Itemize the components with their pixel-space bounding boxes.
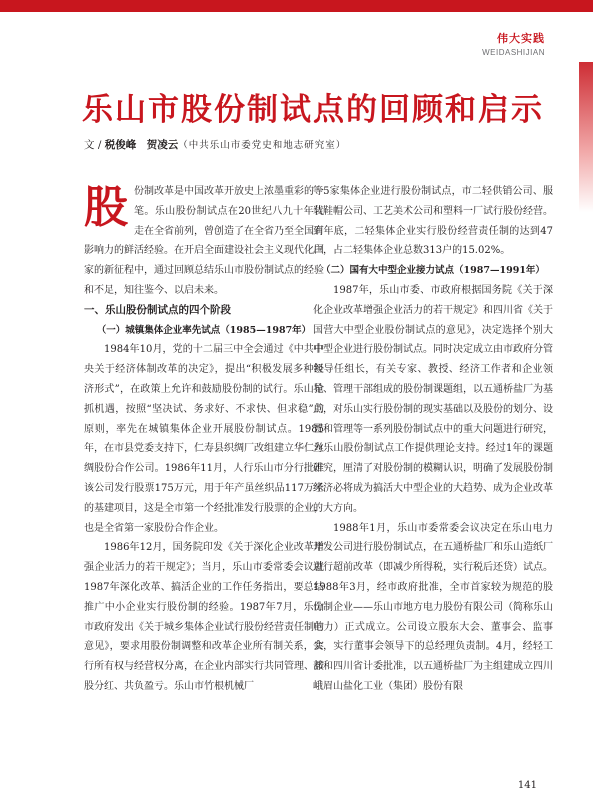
page-number: 141: [517, 780, 537, 791]
decorative-side-strip: [579, 62, 593, 212]
body-paragraph: 等5家集体企业进行股份制试点，市二轻供销公司、服装鞋帽公司、工艺美术公司和塑料一厂试行股份经营。到年底，二轻集体企业实行股份经营责任制的达到47户，占二轻集体企业总数313户的15.02%。: [313, 186, 553, 257]
subsection-heading-1: （一）城镇集体企业率先试点（1985—1987年）: [96, 324, 312, 336]
body-paragraph: 1986年12月，国务院印发《关于深化企业改革增强企业活力的若干规定》；当月，乐山市委常委会议就1987年深化改革、搞活企业的工作任务指出，要总结推广中小企业实行股份制的经验。1987年7月，乐山市政府发出《关于城乡集体企业试行股份经营责任制的意见》，要求用股份制调整和改革企业所有制关系，实行所有权与经营权分离，在企业内部实行共同管理、按股分红、共负盈亏。乐山市竹根机械厂: [84, 542, 324, 692]
section-name-pinyin: WEIDASHIJIAN: [482, 48, 545, 57]
subsection-heading-2: （二）国有大中型企业接力试点（1987—1991年）: [321, 265, 545, 277]
section-tag: [482, 30, 545, 57]
article-title: 乐山市股份制试点的回顾和启示: [82, 92, 544, 128]
body-paragraph: 1987年，乐山市委、市政府根据国务院《关于深化企业改革增强企业活力的若干规定》和四川省《关于国营大中型企业股份制试点的意见》，决定选择个别大中型企业进行股份制试点。同时决定成立由市政府分管领导任组长，有关专家、教授、经济工作者和企业领导、管理干部组成的股份制课题组，以五通桥盐厂为基点，对乐山实行股份制的现实基础以及股份的划分、设置和管理等一系列股份制试点中的重大问题进行研究，为乐山股份制试点工作提供理论支持。经过1年的课题研究，厘清了对股份制的模糊认识，明确了发展股份制经济必将成为搞活大中型企业的大趋势、成为企业改革的大方向。: [313, 284, 553, 514]
body-paragraph: 1984年10月，党的十二届三中全会通过《中共中央关于经济体制改革的决定》，提出“积极发展多种经济形式”，在政策上允许和鼓励股份制的试行。乐山抢抓机遇，按照“坚决试、务求好、不求快、但求稳”的原则，率先在城镇集体企业开展股份制试点。1985年，在市县党委支持下，仁寿县织绸厂改组建立华仁丝绸股份合作公司。1986年11月，人行乐山市分行批准该公司发行股票175万元，用于年产虽丝织品117万米的基建项目，这是全市第一个经批准发行股票的企业，也是全省第一家股份合作企业。: [84, 344, 324, 534]
byline: [84, 137, 346, 152]
section-heading-1: 一、乐山股份制试点的四个阶段: [84, 303, 231, 316]
authors: 税俊峰 贺凌云: [104, 139, 179, 151]
drop-cap: 股: [84, 182, 128, 233]
top-color-bar: [0, 0, 593, 12]
left-column: [84, 182, 324, 697]
right-column: [313, 182, 553, 697]
intro-paragraph: [84, 182, 324, 301]
author-affiliation: （中共乐山市委党史和地志研究室）: [178, 140, 347, 151]
section-name: 伟大实践: [497, 32, 545, 45]
intro-text: 份制改革是中国改革开放史上浓墨重彩的一笔。乐山股份制试点在20世纪八九十年代走在全省前列，曾创造了在全省乃至全国有影响力的鲜活经验。在开启全面建设社会主义现代化国家的新征程中，通过回顾总结乐山市股份制试点的经验和不足，知往鉴今、以启未来。: [84, 186, 324, 296]
byline-prefix: 文 /: [84, 139, 105, 151]
body-paragraph: 1988年1月，乐山市委常委会议决定在乐山电力开发公司进行股份制试点，在五通桥盐厂和乐山造纸厂进行超前改革（即减少所得税，实行税后还贷）试点。1988年3月，经市政府批准，全市首家较为规范的股份制企业——乐山市地方电力股份有限公司（简称乐山电力）正式成立。公司设立股东大会、董事会、监事会，实行董事会领导下的总经理负责制。4月，经轻工部和四川省计委批准，以五通桥盐厂为主组建成立四川峨眉山盐化工业（集团）股份有限: [313, 522, 553, 692]
